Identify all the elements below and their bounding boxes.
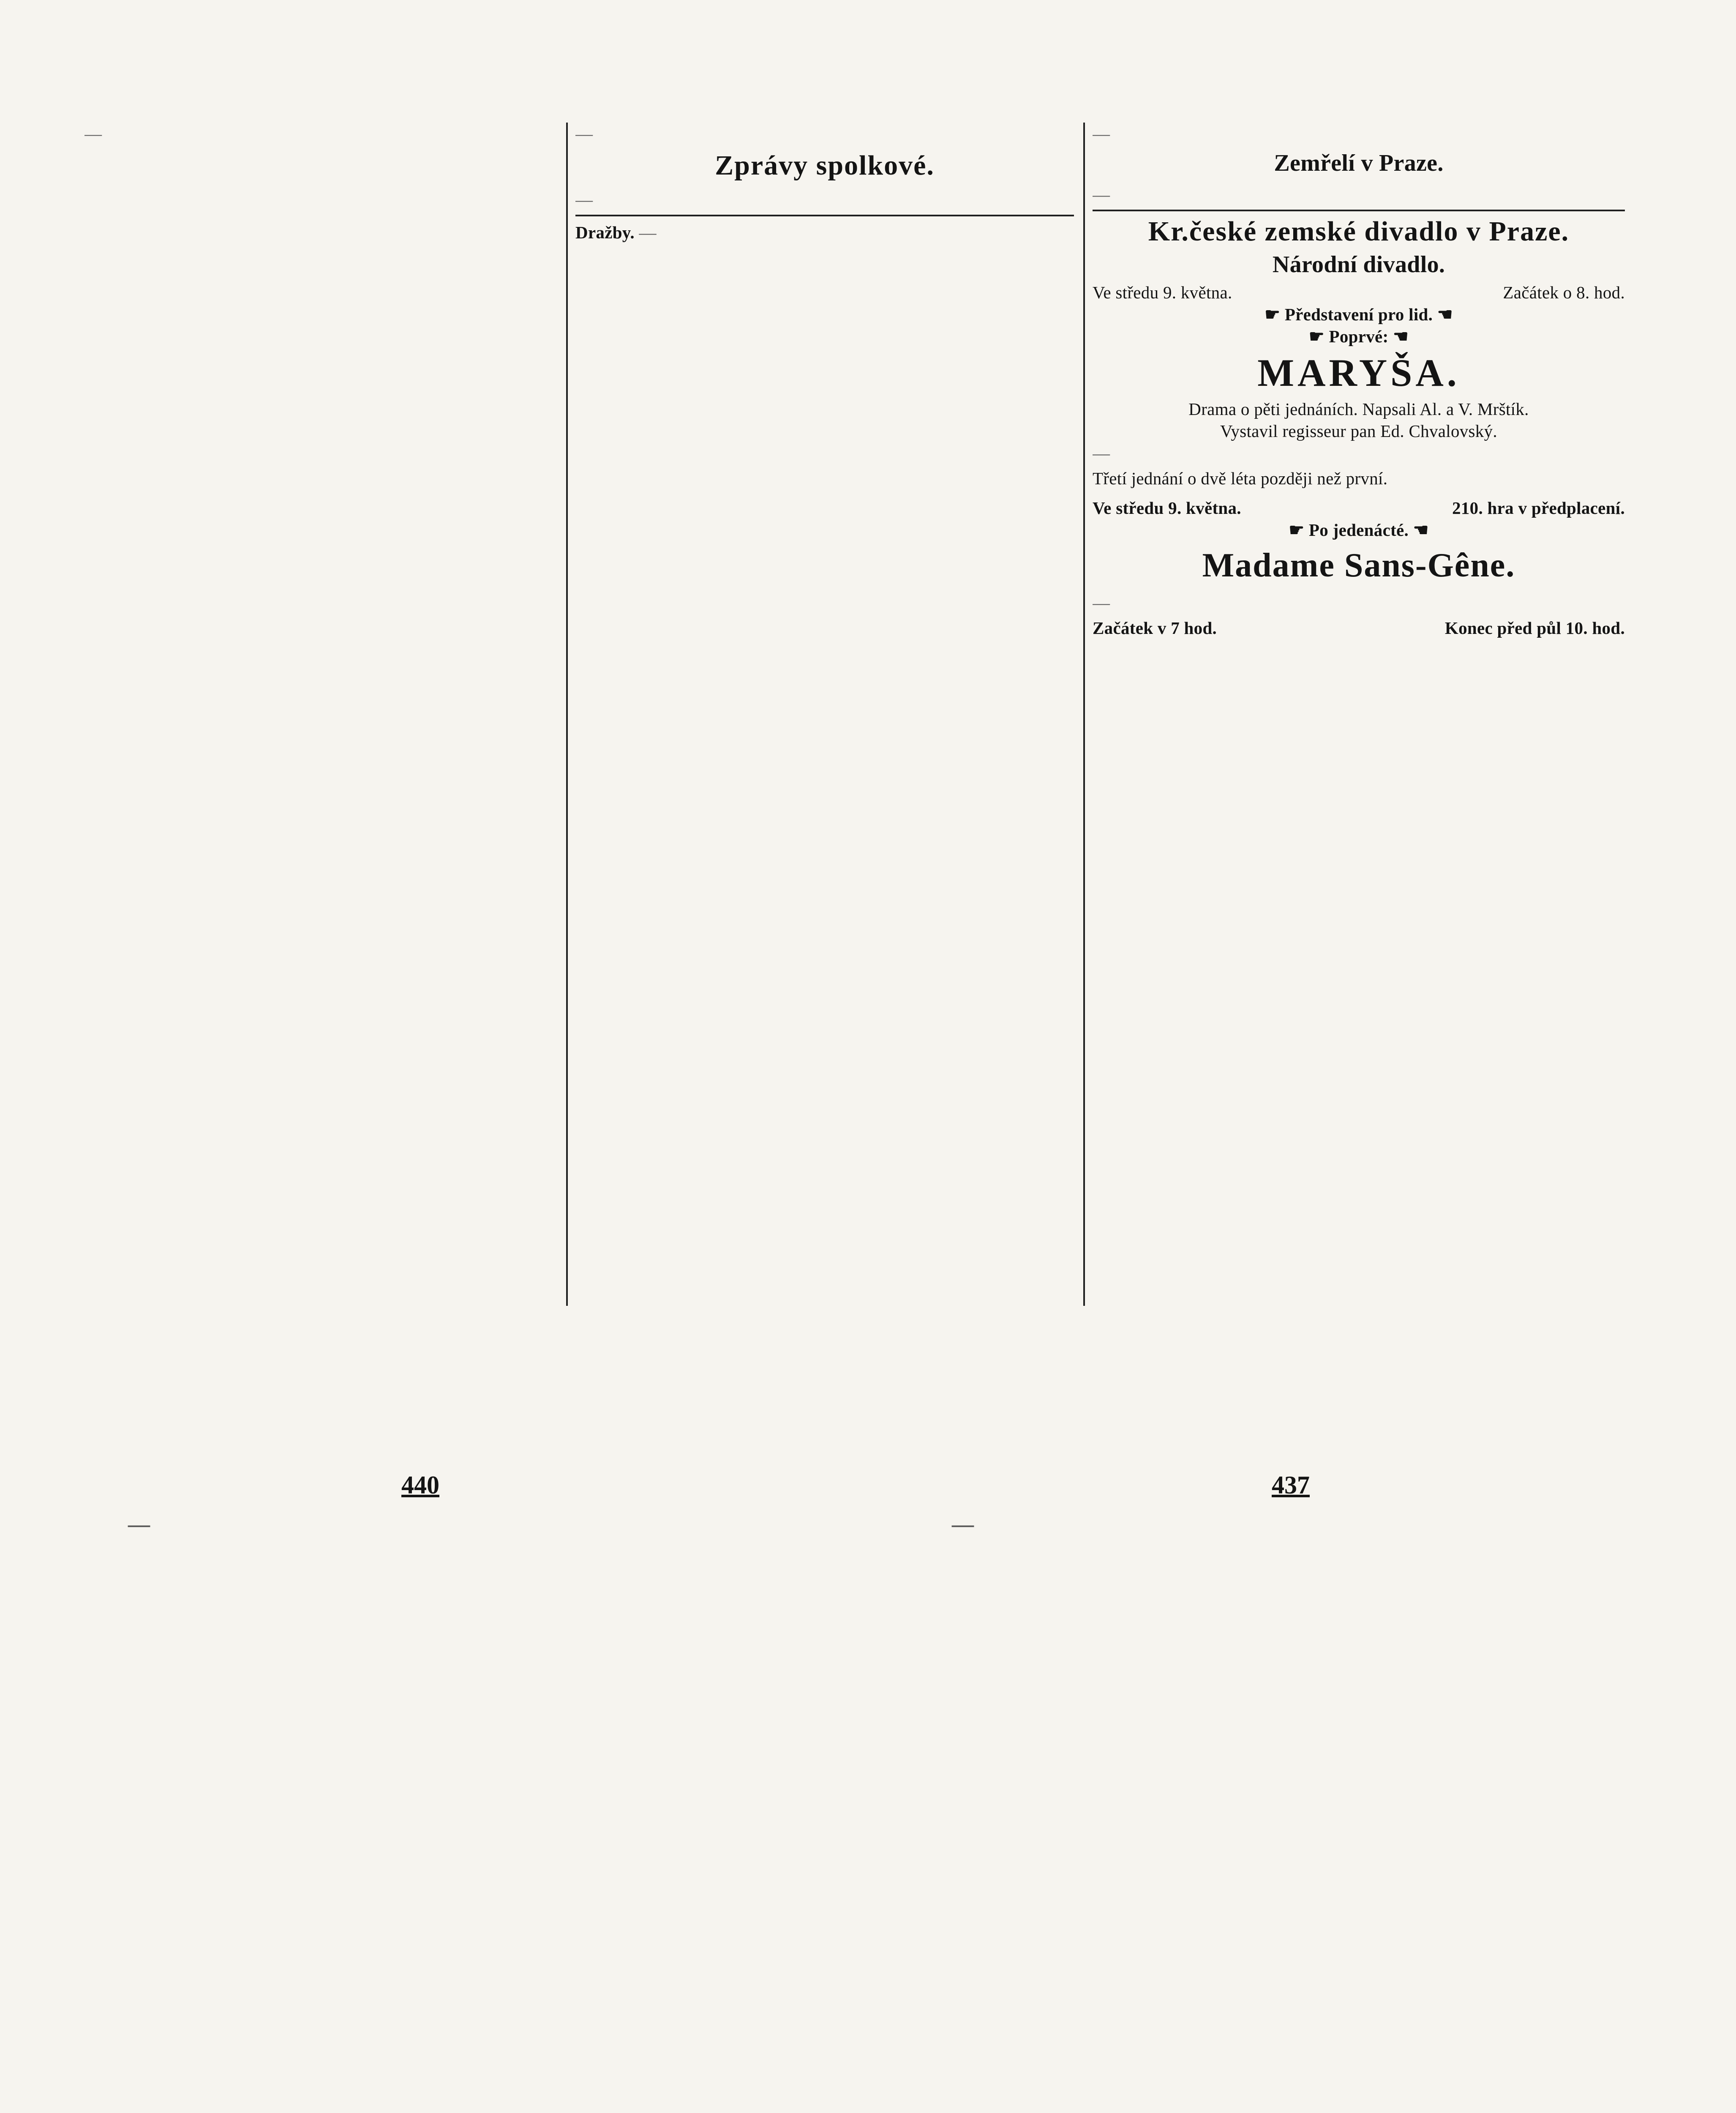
show2-end: Konec před půl 10. hod. [1444, 618, 1625, 638]
show1-reserved-row [1093, 303, 1625, 325]
show1-start: Začátek o 8. hod. [1503, 283, 1625, 302]
pointing-hand-left-icon: ☚ [1433, 305, 1453, 324]
novel-page-left [127, 1509, 786, 2113]
top-column-1 [84, 123, 557, 1327]
auction-text: — [639, 223, 657, 242]
pointing-hand-right-icon: ☛ [1308, 327, 1329, 346]
show2-desc: — [1093, 593, 1110, 612]
auction-label: Dražby. [575, 223, 635, 242]
pointing-hand-left-icon: ☚ [1388, 327, 1409, 346]
show1-premiere-row [1093, 325, 1625, 347]
show1-premiere: Poprvé: [1329, 327, 1389, 346]
col3-illegible-text-1: — [1093, 124, 1110, 143]
col1-illegible-text: — [84, 124, 102, 143]
deaths-heading: Zemřelí v Praze. [1274, 150, 1444, 176]
show1-staged: Vystavil regisseur pan Ed. Chvalovský. [1220, 421, 1497, 441]
show2-once-row [1093, 519, 1625, 541]
pointing-hand-right-icon: ☛ [1289, 520, 1309, 540]
show2-date-row [1093, 497, 1625, 519]
show1-note: Třetí jednání o dvě léta později než první. [1093, 469, 1388, 488]
novel-left-illegible-text: — [127, 1510, 151, 1539]
club-news-heading: Zprávy spolkové. [715, 150, 935, 181]
show2-once: Po jedenácté. [1308, 520, 1409, 540]
page-number-left: 440 [401, 1471, 439, 1499]
col2-illegible-text-2: — [575, 190, 593, 209]
column-rule-2 [1083, 123, 1085, 1306]
show2-time-row [1093, 617, 1625, 639]
pointing-hand-right-icon: ☛ [1265, 305, 1285, 324]
col2-illegible-text-1: — [575, 124, 593, 143]
show2-date: Ve středu 9. května. [1093, 498, 1241, 518]
theatre-subheader: Národní divadlo. [1272, 251, 1445, 278]
theatre-header: Kr.české zemské divadlo v Praze. [1148, 216, 1570, 247]
top-column-2 [575, 123, 1074, 1327]
top-column-3 [1093, 123, 1625, 1327]
show1-date: Ve středu 9. května. [1093, 283, 1232, 302]
show1-cast: — [1093, 443, 1110, 463]
page-number-right: 437 [1272, 1471, 1310, 1499]
show1-title: MARYŠA. [1257, 351, 1460, 394]
novel-right-illegible-text: — [951, 1510, 975, 1539]
column-rule-1 [566, 123, 568, 1306]
show1-reserved: Představení pro lid. [1284, 305, 1433, 324]
show2-subscription: 210. hra v předplacení. [1452, 498, 1625, 518]
pointing-hand-left-icon: ☚ [1409, 520, 1429, 540]
show1-desc: Drama o pěti jednáních. Napsali Al. a V. Mrštík. [1188, 399, 1529, 419]
theatre-rule [1093, 210, 1625, 211]
auction-notice [575, 221, 1074, 243]
show2-title: Madame Sans-Gêne. [1202, 547, 1515, 584]
deaths-illegible-text: — [1093, 185, 1110, 204]
show2-start: Začátek v 7 hod. [1093, 618, 1217, 638]
auction-rule [575, 215, 1074, 216]
novel-page-right [951, 1509, 1622, 2113]
show1-date-row [1093, 281, 1625, 303]
